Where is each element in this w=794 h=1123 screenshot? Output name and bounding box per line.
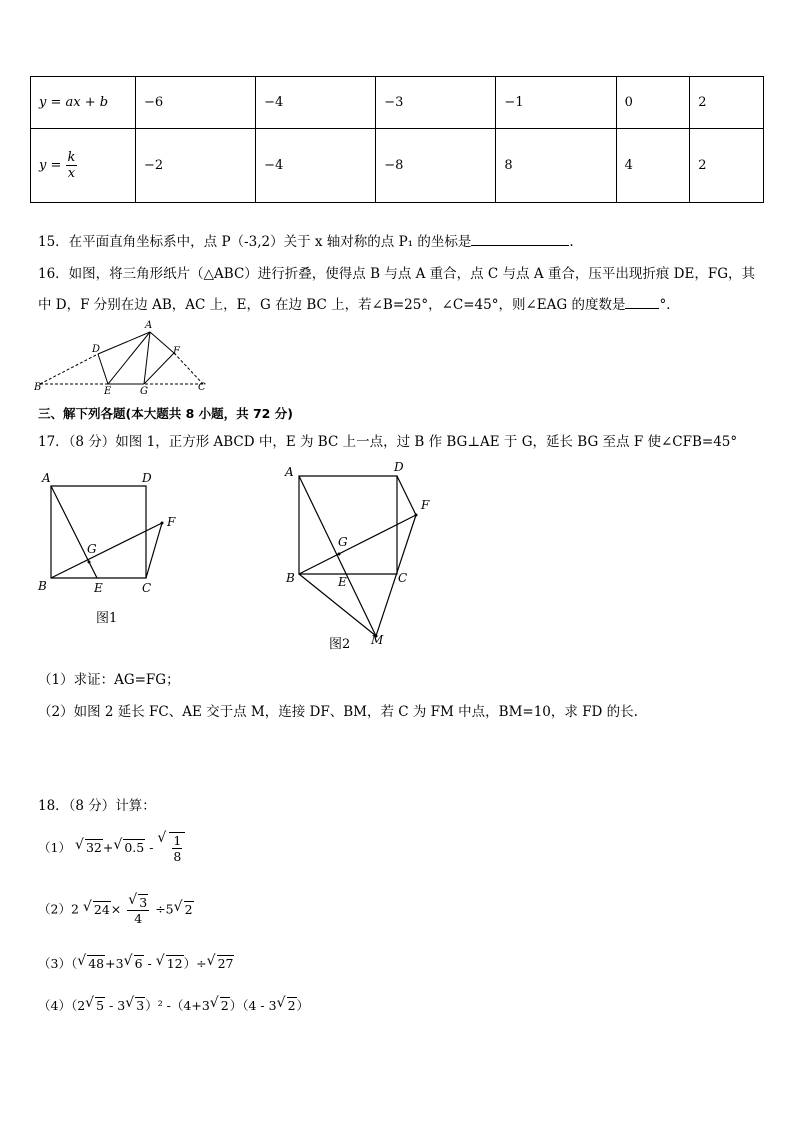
table-cell: −3 — [376, 77, 496, 129]
table-cell: −1 — [496, 77, 616, 129]
table-cell: −6 — [136, 77, 256, 129]
label-B: B — [286, 571, 295, 585]
label-D: D — [92, 344, 101, 355]
question-17-intro: 17．（8 分）如图 1，正方形 ABCD 中，E 为 BC 上一点，过 B 作 BG⊥AE 于 G，延长 BG 至点 F 使∠CFB=45° — [38, 434, 738, 450]
table-row — [31, 129, 764, 203]
answer-blank[interactable] — [471, 245, 569, 246]
label-E: E — [104, 386, 112, 396]
triangle-fold-figure — [34, 318, 214, 396]
answer-blank[interactable] — [625, 308, 659, 309]
table-cell: −8 — [376, 129, 496, 203]
question-18-intro: 18．（8 分）计算： — [38, 798, 156, 814]
label-B: B — [34, 382, 42, 393]
table-cell: 4 — [616, 129, 690, 203]
label-A: A — [42, 471, 51, 485]
label-F: F — [173, 346, 180, 357]
question-17-part2: （2）如图 2 延长 FC、AE 交于点 M，连接 DF、BM，若 C 为 FM 中点，BM=10，求 FD 的长. — [38, 704, 638, 720]
question-15: 15．在平面直角坐标系中，点 P（-3,2）关于 x 轴对称的点 P₁ 的坐标是 . — [38, 234, 574, 250]
label-D: D — [394, 460, 404, 474]
question-18-part4: （4）（2√ 5 - 3√ 3）² -（4+3√ 2）（4 - 3√ 2） — [38, 996, 309, 1014]
label-B: B — [38, 579, 47, 593]
table-cell: 2 — [690, 77, 764, 129]
label-F: F — [167, 515, 176, 529]
label-G: G — [338, 535, 348, 549]
figure-1-caption: 图1 — [96, 611, 118, 626]
table-cell: −4 — [256, 77, 376, 129]
label-A: A — [145, 320, 153, 331]
figure-1 — [34, 468, 194, 628]
label-G: G — [140, 386, 148, 396]
table-cell: −2 — [136, 129, 256, 203]
table-cell: 2 — [690, 129, 764, 203]
row-label: y = ax + b — [31, 77, 136, 129]
label-C: C — [398, 571, 408, 585]
label-E: E — [94, 581, 103, 595]
row-label: y = $\frac{k}{x}$ — [31, 129, 136, 203]
label-E: E — [338, 575, 347, 589]
figure-2 — [280, 458, 460, 658]
question-17-part1: （1）求证：AG=FG； — [38, 672, 180, 688]
label-F: F — [421, 498, 430, 512]
label-A: A — [285, 465, 294, 479]
question-18-part1: （1） √ 32+√ 0.5 - √ $\frac{1}{8}$ — [38, 832, 185, 864]
label-C: C — [142, 581, 152, 595]
question-18-part2: （2）2 √ 24× √ $\frac{3}{4}$ ÷5√ 2 — [38, 894, 194, 926]
table-cell: 8 — [496, 129, 616, 203]
table-cell: −4 — [256, 129, 376, 203]
question-16-line2: 中 D，F 分别在边 AB，AC 上，E，G 在边 BC 上，若∠B=25°，∠C=45°，则∠EAG 的度数是 °． — [38, 297, 680, 313]
label-D: D — [142, 471, 152, 485]
question-18-part3: （3）（√ 48+3√ 6 - √ 12）÷√ 27 — [38, 954, 234, 972]
label-M: M — [371, 633, 384, 647]
table-row — [31, 77, 764, 129]
label-G: G — [87, 542, 97, 556]
value-table — [30, 76, 764, 203]
table-cell: 0 — [616, 77, 690, 129]
question-16-line1: 16．如图，将三角形纸片（△ABC）进行折叠，使得点 B 与点 A 重合，点 C 与点 A 重合，压平出现折痕 DE，FG，其 — [38, 266, 756, 282]
section-heading: 三、解下列各题(本大题共 8 小题，共 72 分) — [38, 406, 293, 421]
figure-2-caption: 图2 — [329, 637, 351, 652]
label-C: C — [198, 382, 206, 393]
